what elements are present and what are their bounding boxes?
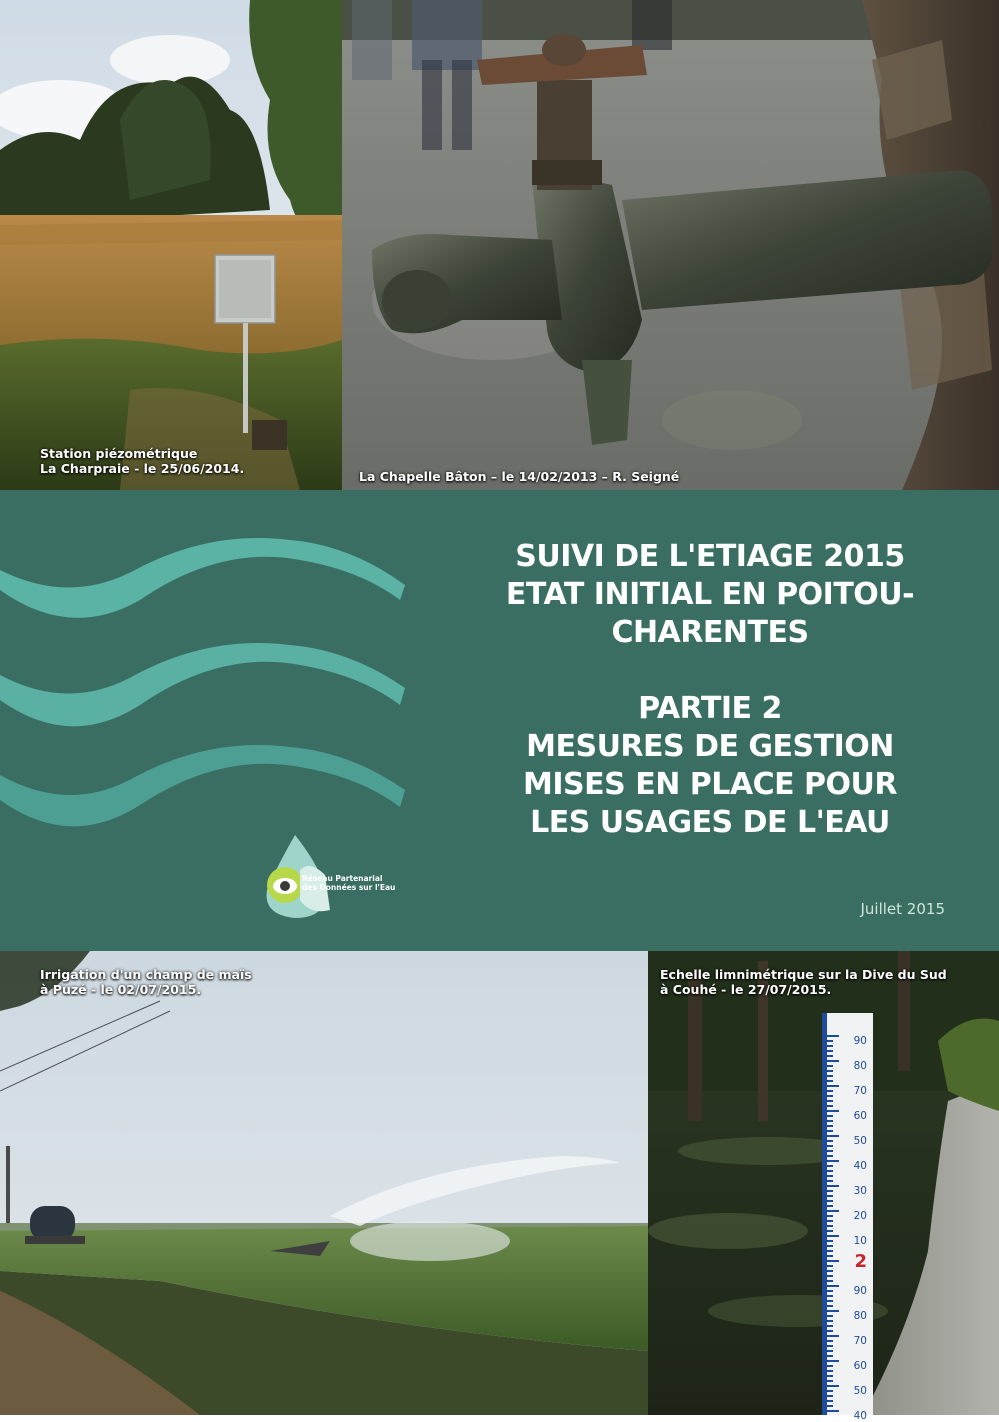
gauge-tick: [827, 1395, 833, 1397]
gauge-tick: [827, 1350, 833, 1352]
gauge-tick: [827, 1255, 833, 1257]
gauge-tick: [827, 1340, 833, 1342]
gauge-number: 70: [853, 1335, 867, 1347]
gauge-number: 40: [853, 1160, 867, 1172]
gauge-tick: [827, 1380, 833, 1382]
gauge-numbers: [833, 1035, 867, 1422]
gauge-tick: [827, 1240, 833, 1242]
gauge-tick: [827, 1155, 833, 1157]
gauge-number: 50: [853, 1135, 867, 1147]
gauge-tick: [827, 1095, 833, 1097]
gauge-tick: [827, 1125, 833, 1127]
tap-caption: La Chapelle Bâton – le 14/02/2013 – R. Seigné: [359, 469, 680, 484]
gauge-tick: [827, 1365, 833, 1367]
gauge-tick: [827, 1110, 839, 1112]
gauge-tick: [827, 1245, 833, 1247]
gauge-tick: [827, 1085, 839, 1087]
gauge-number: 60: [853, 1110, 867, 1122]
irrigation-caption-line1: Irrigation d'un champ de maïs: [40, 967, 252, 982]
gauge-tick: [827, 1090, 833, 1092]
gauge-tick: [827, 1160, 839, 1162]
gauge-tick: [827, 1295, 833, 1297]
title-line-2: ETAT INITIAL EN POITOU-: [505, 577, 915, 612]
title-gap: [430, 652, 990, 690]
gauge-tick: [827, 1230, 833, 1232]
gauge-tick: [827, 1300, 833, 1302]
gauge-caption: [660, 967, 947, 997]
gauge-tick: [827, 1150, 833, 1152]
gauge-tick: [827, 1165, 833, 1167]
title-band: [0, 490, 999, 951]
gauge-tick: [827, 1360, 839, 1362]
gauge-number: 10: [853, 1235, 867, 1247]
logo-text-line1: Réseau Partenarial: [302, 874, 383, 883]
gauge-tick: [827, 1385, 839, 1387]
gauge-tick: [827, 1265, 833, 1267]
gauge-tick: [827, 1045, 833, 1047]
irrigation-photo-image: [0, 951, 648, 1415]
title-line-3: CHARENTES: [611, 615, 809, 650]
irrigation-caption: [40, 967, 252, 997]
subtitle-line-2: MESURES DE GESTION: [526, 729, 894, 764]
gauge-number: 60: [853, 1360, 867, 1372]
gauge-tick: [827, 1250, 833, 1252]
gauge-tick: [827, 1315, 833, 1317]
subtitle-line-1: PARTIE 2: [638, 691, 782, 726]
gauge-tick: [827, 1345, 833, 1347]
gauge-tick: [827, 1290, 833, 1292]
gauge-tick: [827, 1270, 833, 1272]
gauge-photo: [648, 951, 999, 1422]
gauge-tick: [827, 1305, 833, 1307]
gauge-tick: [827, 1325, 833, 1327]
title-line-1: SUIVI DE L'ETIAGE 2015: [515, 539, 905, 574]
logo-text: [302, 874, 395, 892]
gauge-tick: [827, 1375, 833, 1377]
gauge-tick: [827, 1370, 833, 1372]
gauge-tick: [827, 1320, 833, 1322]
gauge-number: 2: [854, 1251, 867, 1272]
gauge-tick: [827, 1275, 833, 1277]
gauge-tick: [827, 1335, 839, 1337]
gauge-tick: [827, 1050, 833, 1052]
gauge-tick: [827, 1200, 833, 1202]
gauge-number: 90: [853, 1285, 867, 1297]
gauge-tick: [827, 1225, 833, 1227]
gauge-tick: [827, 1175, 833, 1177]
gauge-tick: [827, 1195, 833, 1197]
gauge-tick: [827, 1075, 833, 1077]
gauge-number: 70: [853, 1085, 867, 1097]
gauge-tick: [827, 1235, 839, 1237]
gauge-tick: [827, 1285, 839, 1287]
gauge-tick: [827, 1170, 833, 1172]
gauge-tick: [827, 1310, 839, 1312]
gauge-tick: [827, 1260, 839, 1262]
gauge-tick: [827, 1185, 839, 1187]
gauge-tick: [827, 1390, 833, 1392]
gauge-tick: [827, 1220, 833, 1222]
gauge-tick: [827, 1355, 833, 1357]
gauge-tick: [827, 1040, 833, 1042]
gauge-tick: [827, 1180, 833, 1182]
gauge-tick: [827, 1140, 833, 1142]
gauge-tick: [827, 1145, 833, 1147]
station-photo-image: [0, 0, 342, 490]
station-caption: [40, 446, 244, 476]
gauge-number: 50: [853, 1385, 867, 1397]
irrigation-photo: [0, 951, 648, 1415]
gauge-tick: [827, 1080, 833, 1082]
gauge-tick: [827, 1100, 833, 1102]
gauge-tick: [827, 1135, 839, 1137]
gauge-tick: [827, 1330, 833, 1332]
station-caption-line2: La Charpraie - le 25/06/2014.: [40, 461, 245, 476]
gauge-number: 80: [853, 1060, 867, 1072]
gauge-number: 80: [853, 1310, 867, 1322]
gauge-number: 30: [853, 1185, 867, 1197]
gauge-tick: [827, 1205, 833, 1207]
logo-text-line2: des Données sur l'Eau: [302, 883, 396, 892]
gauge-tick: [827, 1210, 839, 1212]
publication-date: Juillet 2015: [860, 900, 945, 918]
gauge-tick: [827, 1405, 833, 1407]
station-caption-line1: Station piézométrique: [40, 446, 198, 461]
gauge-number: 20: [853, 1210, 867, 1222]
tap-photo: [342, 0, 999, 490]
gauge-tick: [827, 1060, 839, 1062]
gauge-tick: [827, 1410, 839, 1412]
gauge-tick: [827, 1065, 833, 1067]
gauge-tick: [827, 1280, 833, 1282]
gauge-number: 40: [853, 1410, 867, 1422]
tap-photo-image: [342, 0, 999, 490]
subtitle-line-4: LES USAGES DE L'EAU: [530, 805, 890, 840]
gauge-tick: [827, 1055, 833, 1057]
gauge-tick: [827, 1400, 833, 1402]
gauge-tick: [827, 1215, 833, 1217]
subtitle-line-3: MISES EN PLACE POUR: [523, 767, 897, 802]
gauge-tick: [827, 1070, 833, 1072]
gauge-tick: [827, 1190, 833, 1192]
cover-title: [430, 538, 990, 842]
irrigation-caption-line2: à Puzé - le 02/07/2015.: [40, 982, 202, 997]
gauge-tick: [827, 1105, 833, 1107]
gauge-number: 90: [853, 1035, 867, 1047]
station-photo: [0, 0, 342, 490]
gauge-caption-line2: à Couhé - le 27/07/2015.: [660, 982, 832, 997]
gauge-caption-line1: Echelle limnimétrique sur la Dive du Sud: [660, 967, 947, 982]
gauge-tick: [827, 1035, 839, 1037]
gauge-tick: [827, 1115, 833, 1117]
gauge-tick: [827, 1120, 833, 1122]
gauge-staff: [822, 1013, 873, 1422]
gauge-tick: [827, 1130, 833, 1132]
